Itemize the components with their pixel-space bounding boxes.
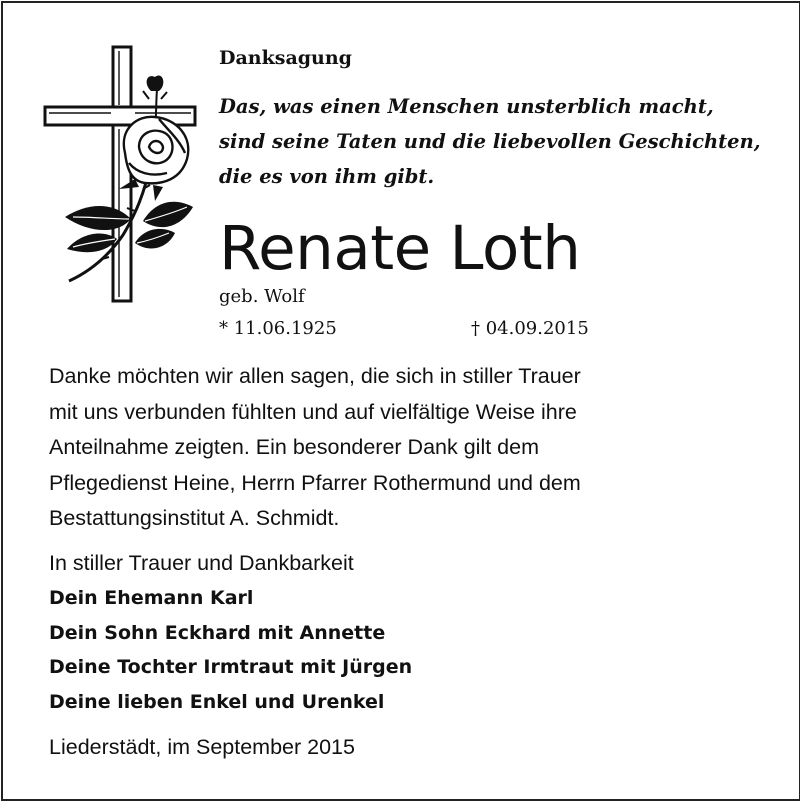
memorial-quote	[219, 89, 761, 194]
paragraph-line: Danke möchten wir allen sagen, die sich in stiller Trauer	[49, 364, 581, 388]
death-date: † 04.09.2015	[471, 318, 589, 339]
mourner-entry: Dein Ehemann Karl	[49, 587, 254, 609]
notice-frame	[1, 1, 800, 801]
quote-line: die es von ihm gibt.	[219, 165, 435, 188]
birth-date: * 11.06.1925	[219, 318, 337, 339]
paragraph-line: mit uns verbunden fühlten und auf vielfältige Weise ihre	[49, 399, 577, 424]
paragraph-line: Bestattungsinstitut A. Schmidt.	[49, 506, 340, 530]
mourners-list	[49, 581, 412, 719]
mourner-entry: Deine Tochter Irmtraut mit Jürgen	[49, 656, 413, 678]
mourner-entry: Dein Sohn Eckhard mit Annette	[49, 621, 386, 644]
paragraph-line: Pflegedienst Heine, Herrn Pfarrer Rothermund und dem	[49, 470, 581, 495]
thanks-paragraph	[49, 359, 581, 537]
notice-heading: Danksagung	[219, 47, 352, 69]
cross-with-rose-icon	[39, 43, 201, 305]
quote-line: sind seine Taten und die liebevollen Geschichten,	[219, 130, 761, 153]
paragraph-line: Anteilnahme zeigten. Ein besonderer Dank gilt dem	[49, 435, 540, 459]
grief-line: In stiller Trauer und Dankbarkeit	[49, 551, 354, 575]
deceased-name: Renate Loth	[219, 213, 581, 284]
mourner-entry: Deine lieben Enkel und Urenkel	[49, 690, 385, 713]
quote-line: Das, was einen Menschen unsterblich macht,	[219, 95, 714, 118]
place-and-date: Liederstädt, im September 2015	[49, 735, 355, 759]
maiden-name: geb. Wolf	[219, 286, 305, 307]
